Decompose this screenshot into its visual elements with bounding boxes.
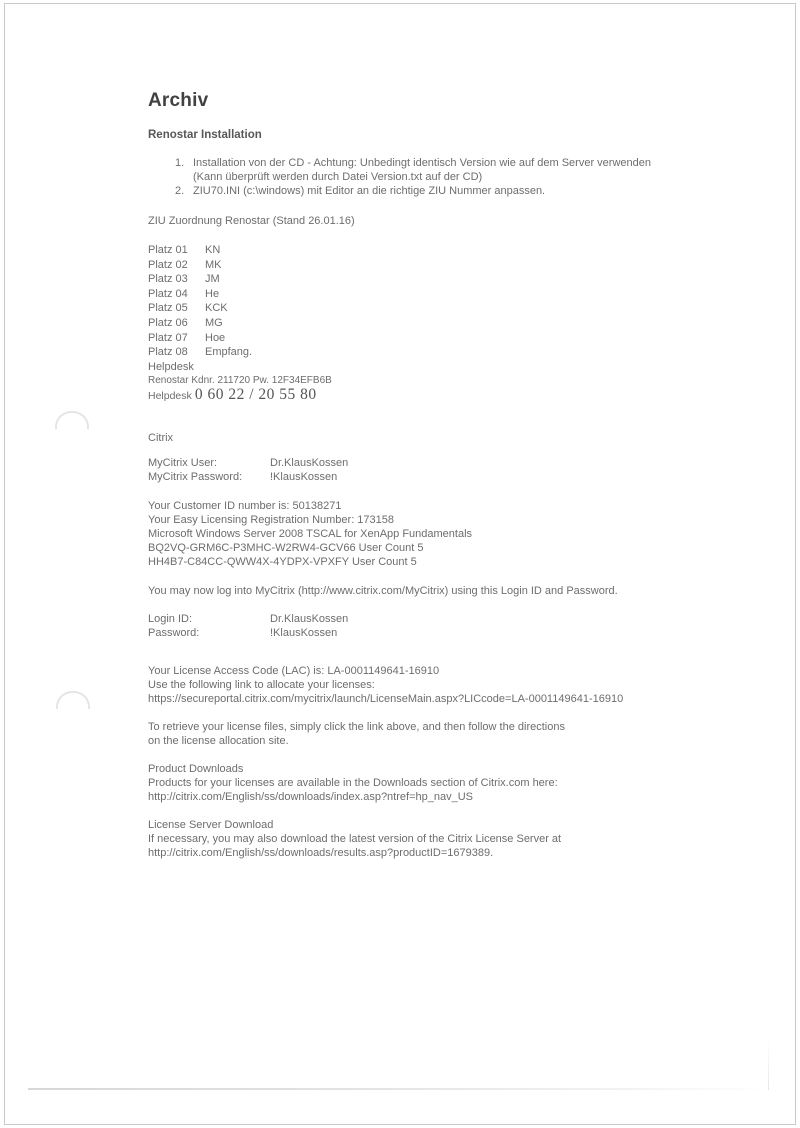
license-server-line: If necessary, you may also download the latest version of the Citrix License Server at xyxy=(148,833,562,845)
install-step xyxy=(175,156,748,184)
platz-label: Platz 06 xyxy=(148,316,188,329)
allocate-line: Use the following link to allocate your licenses: xyxy=(148,679,375,691)
mycitrix-user-row xyxy=(148,456,748,470)
ziu-row xyxy=(148,272,748,287)
ziu-heading: ZIU Zuordnung Renostar (Stand 26.01.16) xyxy=(148,215,355,227)
platz-label: Platz 01 xyxy=(148,244,188,256)
ziu-row xyxy=(148,316,748,331)
login-credentials xyxy=(148,612,748,640)
license-key: BQ2VQ-GRM6C-P3MHC-W2RW4-GCV66 User Count 5 xyxy=(148,542,424,554)
helpdesk-heading: Helpdesk xyxy=(148,361,194,373)
login-id-label: Login ID: xyxy=(148,613,193,625)
lac-line: Your License Access Code (LAC) is: LA-0001149641-16910 xyxy=(148,665,440,677)
ziu-row xyxy=(148,301,748,316)
license-server-block xyxy=(148,818,748,860)
platz-user: He xyxy=(205,287,220,300)
step-number: 2. xyxy=(175,185,185,197)
platz-label: Platz 04 xyxy=(148,287,188,300)
platz-label: Platz 05 xyxy=(148,302,188,315)
platz-user: JM xyxy=(205,273,220,286)
helpdesk-phone-line xyxy=(148,388,748,403)
retrieve-note-line: on the license allocation site. xyxy=(148,735,289,747)
platz-user: MK xyxy=(205,258,222,271)
platz-user: Empfang. xyxy=(205,346,253,359)
retrieve-note xyxy=(148,720,748,748)
product-downloads-heading: Product Downloads xyxy=(148,763,244,775)
retrieve-note-line: To retrieve your license files, simply click the link above, and then follow the directions xyxy=(148,721,565,733)
platz-label: Platz 07 xyxy=(148,331,188,344)
helpdesk-account-line: Renostar Kdnr. 211720 Pw. 12F34EFB6B xyxy=(148,375,332,386)
product-name-line: Microsoft Windows Server 2008 TSCAL for XenApp Fundamentals xyxy=(148,528,473,540)
install-steps-list xyxy=(148,156,748,198)
lac-block xyxy=(148,664,748,706)
mycitrix-password-label: MyCitrix Password: xyxy=(148,471,243,483)
platz-label: Platz 08 xyxy=(148,346,188,359)
citrix-heading: Citrix xyxy=(148,432,174,444)
install-step xyxy=(175,184,748,198)
license-server-heading: License Server Download xyxy=(148,819,274,831)
mycitrix-user-value: Dr.KlausKossen xyxy=(270,457,349,469)
renostar-installation-heading: Renostar Installation xyxy=(148,129,262,141)
punch-hole-top xyxy=(55,411,89,429)
punch-hole-bottom xyxy=(56,691,90,709)
license-details-block xyxy=(148,499,748,569)
step-text-line: ZIU70.INI (c:\windows) mit Editor an die richtige ZIU Nummer anpassen. xyxy=(193,185,546,197)
customer-id-line: Your Customer ID number is: 50138271 xyxy=(148,500,342,512)
ziu-row xyxy=(148,345,748,360)
product-downloads-line: Products for your licenses are available in the Downloads section of Citrix.com here: xyxy=(148,777,558,789)
ziu-assignment-table xyxy=(148,243,748,360)
ziu-row xyxy=(148,331,748,346)
ziu-row xyxy=(148,258,748,273)
step-text xyxy=(193,156,748,184)
password-row xyxy=(148,626,748,640)
mycitrix-credentials xyxy=(148,456,748,484)
platz-user: Hoe xyxy=(205,331,226,344)
scan-artifact-bottom-line xyxy=(28,1088,772,1090)
allocate-url: https://secureportal.citrix.com/mycitrix/launch/LicenseMain.aspx?LICcode=LA-0001149641-16910 xyxy=(148,693,624,705)
helpdesk-phone-label: Helpdesk xyxy=(148,390,192,402)
platz-label: Platz 03 xyxy=(148,273,188,286)
license-server-url: http://citrix.com/English/ss/downloads/results.asp?productID=1679389. xyxy=(148,847,494,859)
platz-user: MG xyxy=(205,316,223,329)
product-downloads-url: http://citrix.com/English/ss/downloads/index.asp?ntref=hp_nav_US xyxy=(148,791,473,803)
page-title: Archiv xyxy=(148,90,209,111)
registration-number-line: Your Easy Licensing Registration Number: 173158 xyxy=(148,514,395,526)
password-value: !KlausKossen xyxy=(270,627,338,639)
ziu-row xyxy=(148,287,748,302)
login-id-row xyxy=(148,612,748,626)
mycitrix-user-label: MyCitrix User: xyxy=(148,457,218,469)
step-text-line: Installation von der CD - Achtung: Unbedingt identisch Version wie auf dem Server verwenden xyxy=(193,157,651,169)
platz-user: KN xyxy=(205,244,221,256)
mycitrix-password-value: !KlausKossen xyxy=(270,471,338,483)
step-number: 1. xyxy=(175,157,185,169)
platz-label: Platz 02 xyxy=(148,258,188,271)
license-key: HH4B7-C84CC-QWW4X-4YDPX-VPXFY User Count 5 xyxy=(148,556,417,568)
helpdesk-phone-number: 0 60 22 / 20 55 80 xyxy=(194,386,317,403)
product-downloads-block xyxy=(148,762,748,804)
scan-artifact-right-line xyxy=(768,1040,769,1090)
step-text-line: (Kann überprüft werden durch Datei Version.txt auf der CD) xyxy=(193,171,483,183)
login-id-value: Dr.KlausKossen xyxy=(270,613,349,625)
mycitrix-login-note: You may now log into MyCitrix (http://www.citrix.com/MyCitrix) using this Login ID and Password. xyxy=(148,585,618,597)
platz-user: KCK xyxy=(205,302,228,315)
mycitrix-password-row xyxy=(148,470,748,484)
ziu-row xyxy=(148,243,748,258)
step-text xyxy=(193,184,748,198)
helpdesk-section xyxy=(148,360,748,403)
password-label: Password: xyxy=(148,627,200,639)
